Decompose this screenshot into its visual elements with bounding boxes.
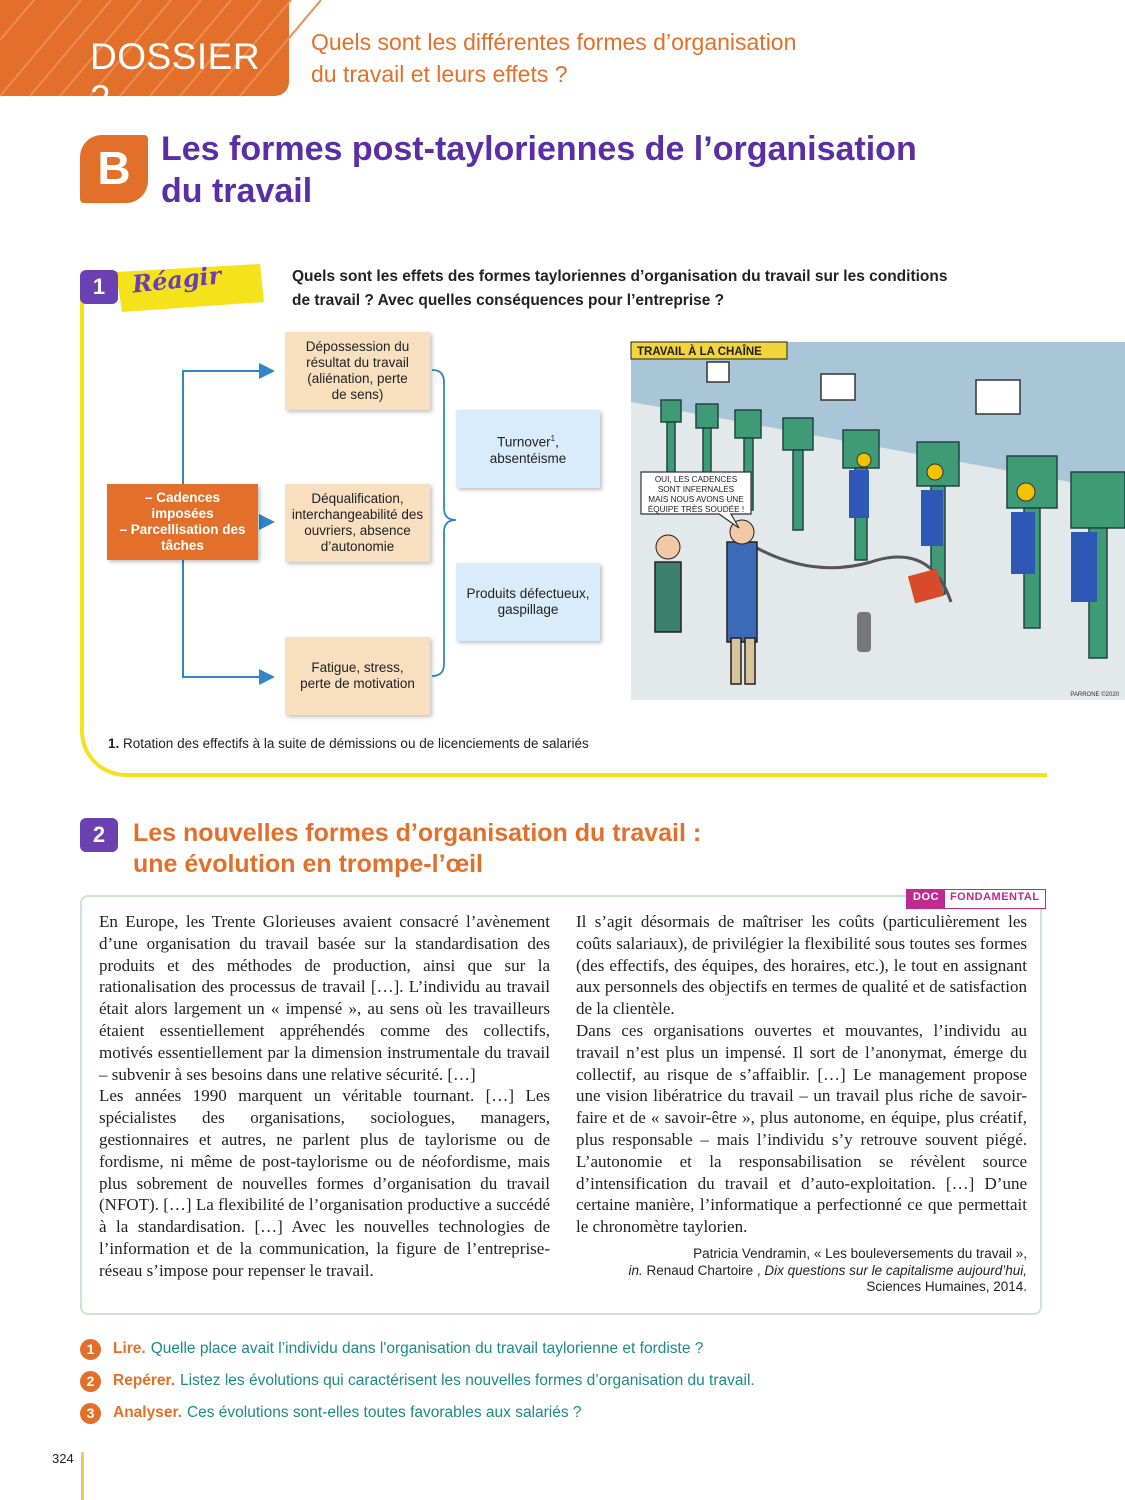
doc2-title-line: Les nouvelles formes d’organisation du travail :	[133, 819, 702, 847]
turnover-comma: ,	[555, 434, 559, 450]
footnote-number: 1.	[108, 736, 120, 751]
source-line: Patricia Vendramin, « Les bouleversements du travail »,	[693, 1246, 1027, 1261]
bubble-line: MAIS NOUS AVONS UNE	[648, 495, 744, 504]
paragraph: En Europe, les Trente Glorieuses avaient consacré l’avènement d’une organisation du travail basée sur la standardisation des produits et des méthodes de production, ainsi que sur la rationalisation des processus de travail […]. L’individu au travail était alors largement un « impensé », au sens où les travailleurs étaient essentiellement appréhendés comme des collectifs, motivés essentiellement par la dimension instrumentale du travail – subvenir à ses besoins dans une relative sécurité. […]	[99, 912, 550, 1084]
question-verb: Analyser.	[113, 1404, 182, 1421]
page-number: 324	[52, 1451, 74, 1466]
effect-box-depossession	[285, 332, 430, 410]
source-in: in.	[628, 1262, 643, 1278]
footnote	[108, 736, 589, 751]
effect-line: Dépossession du	[305, 339, 410, 354]
cause-line: – Parcellisation des	[119, 522, 246, 537]
badge-fondamental-label: FONDAMENTAL	[949, 891, 1040, 903]
effect-box-fatigue	[285, 637, 430, 715]
effect-line: d’autonomie	[320, 539, 395, 554]
effect-line: (aliénation, perte	[307, 371, 408, 386]
dossier-label: DOSSIER 2	[90, 36, 261, 119]
consequence-box-defects	[456, 563, 600, 641]
doc1-question-line: Quels sont les effets des formes tayloriennes d’organisation du travail sur les conditions	[292, 268, 948, 285]
effect-line: résultat du travail	[306, 355, 409, 370]
source-line	[600, 1263, 1027, 1296]
question-verb: Lire.	[113, 1340, 146, 1357]
consequence-box-turnover	[456, 410, 600, 488]
source-editor: Renaud Chartoire ,	[642, 1262, 765, 1278]
question-item	[80, 1370, 755, 1392]
source-book: Dix questions sur le capitalisme aujourd’hui,	[764, 1262, 1027, 1278]
grouping-brace	[432, 370, 456, 676]
doc2-source	[600, 1246, 1027, 1296]
cartoon-credit: PARRONE ©2020	[1070, 692, 1119, 698]
section-letter-badge: B	[80, 135, 148, 203]
effect-line: interchangeabilité des	[291, 507, 424, 522]
effect-box-dequalification	[285, 484, 430, 562]
section-title-line: Les formes post-tayloriennes de l’organisation	[161, 130, 917, 168]
bubble-line: OUI, LES CADENCES	[654, 475, 738, 484]
section-title-line: du travail	[161, 172, 313, 210]
question-text: Listez les évolutions qui caractérisent les nouvelles formes d’organisation du travail.	[180, 1372, 755, 1389]
doc1-number-badge: 1	[80, 270, 118, 304]
bubble-line: ÉQUIPE TRÈS SOUDÉE !	[647, 505, 745, 514]
paragraph: Dans ces organisations ouvertes et mouvantes, l’individu au travail n’est plus un impensé. Il sort de l’anonymat, émerge du collectif, au risque de s’affaiblir. […] Le management propose une vision libératrice du travail – un travail plus riche de savoir-faire et de « savoir-être », plus autonome, en équipe, plus créatif, plus responsable – mais l’individu s’y retrouve souvent piégé. L’autonomie et la responsabilisation se révèlent source d’intensification du travail et d’auto-exploitation. […] D’une certaine manière, l’informatique a perfectionné ce que permettait le chronomètre taylorien.	[576, 1020, 1027, 1237]
arrow-to-fatigue	[183, 560, 271, 677]
question-text: Quelle place avait l’individu dans l'organisation du travail taylorienne et fordiste ?	[150, 1340, 704, 1357]
question-number: 3	[80, 1403, 101, 1424]
turnover-text: Turnover	[497, 434, 551, 450]
cartoon-title: TRAVAIL À LA CHAÎNE	[637, 346, 762, 358]
doc2-number-badge: 2	[80, 818, 118, 852]
paragraph: Les années 1990 marquent un véritable tournant. […] Les spécialistes des organisations, sociologues, managers, gestionnaires et autres, ne parlent plus de taylorisme ou de fordisme, ni même de post-taylorisme ou de néofordisme, mais plus sobrement de nouvelles formes d’organisation du travail (NFOT). […] La flexibilité de l’organisation productive a succédé à la standardisation. […] Avec les nouvelles technologies de l’information et de la communication, la figure de l’entreprise-réseau s’impose pour repenser le travail.	[99, 1086, 550, 1280]
effect-line: Fatigue, stress,	[311, 660, 404, 675]
doc2-title	[133, 818, 753, 880]
effect-line: ouvriers, absence	[304, 523, 411, 538]
effect-line: de sens)	[331, 387, 384, 402]
cause-box	[107, 484, 258, 560]
reagir-label: Réagir	[130, 260, 223, 299]
paragraph: Il s’agit désormais de maîtriser les coûts (particulièrement les coûts salariaux), de privilégier la flexibilité sous toutes ses formes (des effectifs, des équipes, des horaires, etc.), le tout en assignant aux personnels des objectifs en termes de qualité et de satisfaction de la clientèle.	[576, 912, 1027, 1019]
doc-fondamental-badge	[906, 889, 1046, 909]
consequence-line: absentéisme	[489, 450, 567, 466]
doc2-right-column	[576, 911, 1027, 1238]
cause-line: – Cadences imposées	[144, 490, 221, 521]
doc1-question-line: de travail ? Avec quelles conséquences pour l’entreprise ?	[292, 292, 725, 309]
dossier-question-line: du travail et leurs effets ?	[311, 61, 568, 87]
footnote-text: Rotation des effectifs à la suite de démissions ou de licenciements de salariés	[123, 736, 589, 751]
assembly-line-cartoon	[631, 342, 1125, 700]
arrow-to-depossession	[183, 371, 271, 484]
question-verb: Repérer.	[113, 1372, 176, 1389]
question-number: 1	[80, 1339, 101, 1360]
footnote-ref: 1	[550, 434, 556, 444]
question-item	[80, 1402, 582, 1424]
bubble-line: SONT INFERNALES	[657, 485, 735, 494]
page-rule	[81, 1452, 84, 1500]
consequence-line: gaspillage	[497, 602, 559, 617]
dossier-question-line: Quels sont les différentes formes d’organisation	[311, 29, 797, 55]
doc2-title-line: une évolution en trompe-l’œil	[133, 850, 483, 878]
question-text: Ces évolutions sont-elles toutes favorables aux salariés ?	[186, 1404, 582, 1421]
consequence-line: Produits défectueux,	[466, 586, 590, 601]
effect-line: perte de motivation	[300, 676, 415, 691]
effect-line: Déqualification,	[311, 491, 404, 506]
source-publisher: Sciences Humaines, 2014.	[866, 1279, 1027, 1294]
cause-line: tâches	[161, 538, 204, 553]
badge-doc-label: DOC	[907, 890, 945, 908]
question-number: 2	[80, 1371, 101, 1392]
question-item	[80, 1338, 703, 1360]
doc2-left-column	[99, 911, 550, 1282]
consequence-line	[490, 431, 567, 451]
